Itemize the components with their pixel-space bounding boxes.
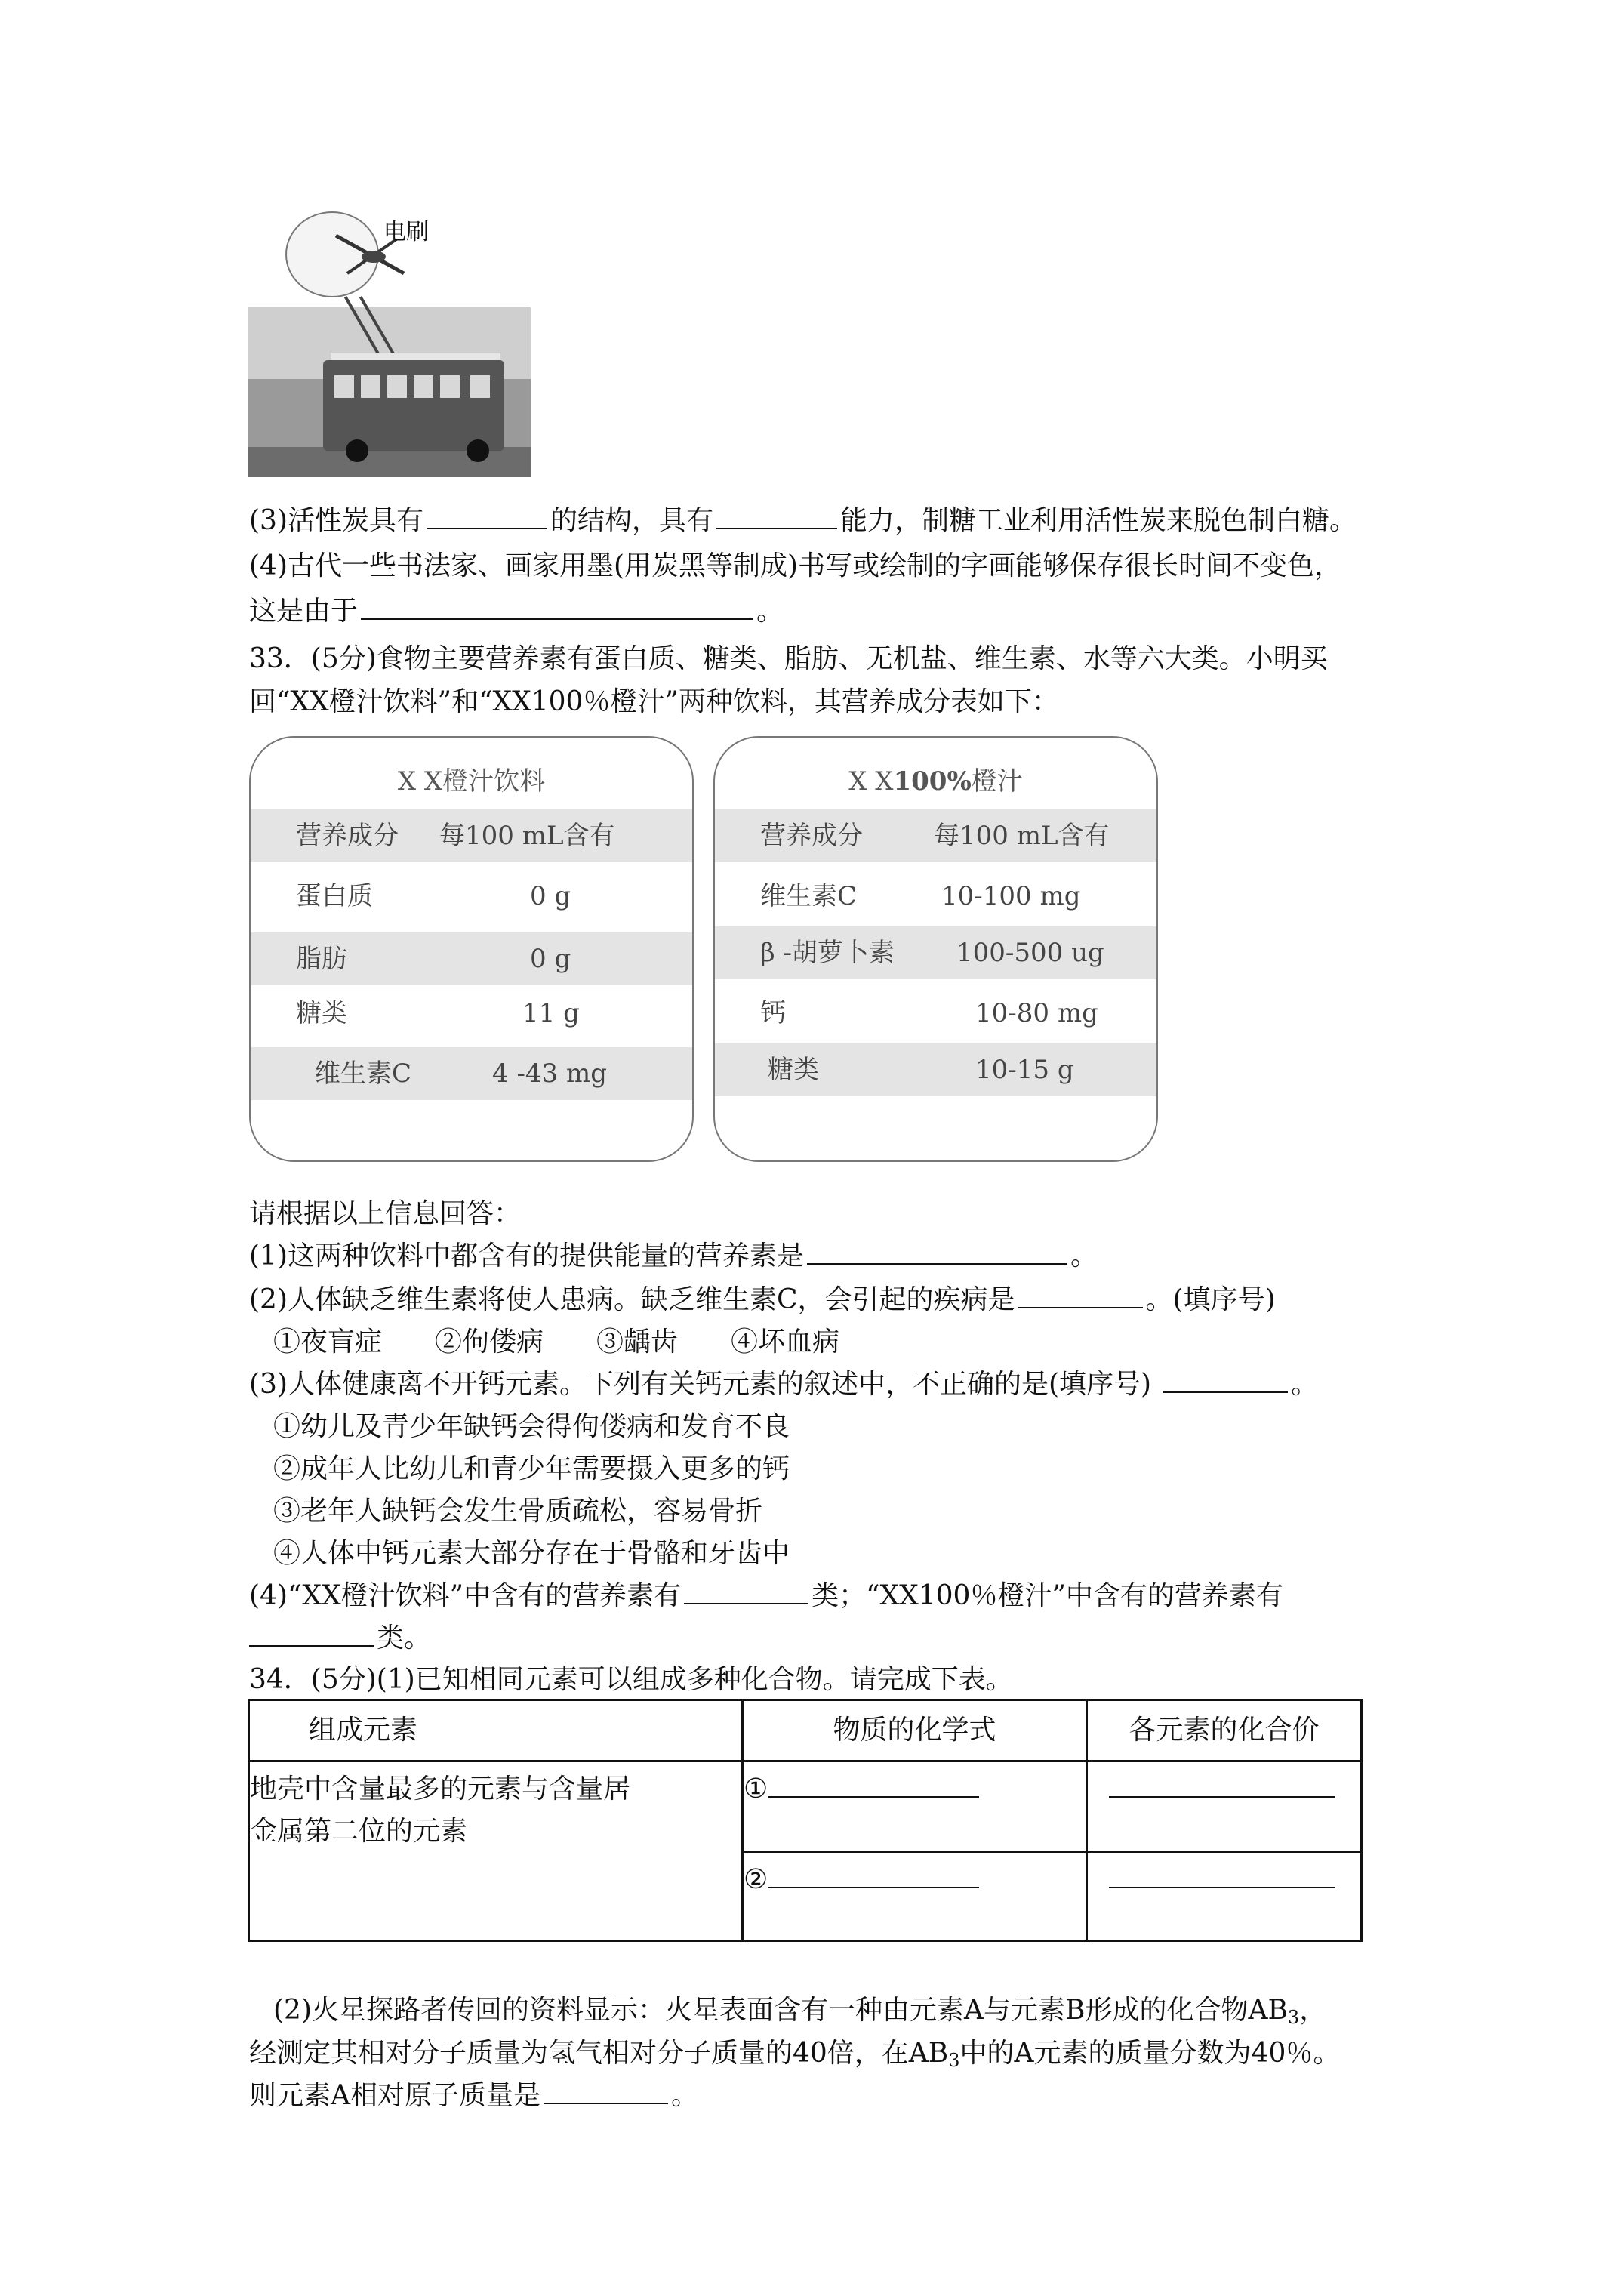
answer-blank[interactable] bbox=[249, 1623, 374, 1647]
bus-wheel bbox=[467, 439, 489, 462]
bus-wheel bbox=[346, 439, 368, 462]
brush-label: 电刷 bbox=[383, 219, 429, 245]
q34-part2-line3: 则元素A相对原子质量是 。 bbox=[249, 2080, 699, 2111]
formula-cell: ② bbox=[743, 1852, 1087, 1941]
q32-part4-line2: 这是由于 。 bbox=[249, 596, 784, 627]
q34-part2-line2: 经测定其相对分子质量为氢气相对分子质量的40倍，在$AB_3$中的A元素的质量分数为40％。 bbox=[249, 2038, 1341, 2071]
bus-window bbox=[361, 375, 380, 398]
answer-blank[interactable] bbox=[544, 2080, 668, 2104]
bus-body bbox=[323, 360, 504, 451]
compound-table bbox=[248, 1699, 1363, 1942]
card-row: 蛋白质 0 g bbox=[296, 881, 571, 911]
card-row: 糖类 11 g bbox=[296, 998, 580, 1028]
valence-cell bbox=[1087, 1852, 1362, 1941]
q32-part4-line1: (4)古代一些书法家、画家用墨(用炭黑等制成)书写或绘制的字画能够保存很长时间不变色， bbox=[249, 550, 1342, 581]
zoom-circle bbox=[285, 211, 379, 297]
trolleybus-figure bbox=[248, 211, 534, 479]
option: ①夜盲症 bbox=[273, 1327, 383, 1358]
bus-photo bbox=[248, 307, 531, 477]
nutrition-card-drink bbox=[249, 736, 694, 1162]
q33-part3: (3)人体健康离不开钙元素。下列有关钙元素的叙述中，不正确的是(填序号) 。 bbox=[249, 1369, 1319, 1400]
q33-part2: (2)人体缺乏维生素将使人患病。缺乏维生素C，会引起的疾病是 。(填序号) bbox=[249, 1284, 1276, 1315]
table-header: 组成元素 bbox=[249, 1700, 743, 1761]
card-header-row: 营养成分 每100 mL含有 bbox=[715, 809, 1156, 862]
table-header: 各元素的化合价 bbox=[1087, 1700, 1362, 1761]
table-header-row bbox=[249, 1700, 1362, 1761]
answer-blank[interactable] bbox=[427, 505, 547, 529]
valence-cell bbox=[1087, 1761, 1362, 1852]
answer-blank[interactable] bbox=[1109, 1863, 1335, 1888]
answer-blank[interactable] bbox=[1018, 1284, 1143, 1308]
q33-part3-option: ③老年人缺钙会发生骨质疏松，容易骨折 bbox=[273, 1496, 763, 1527]
q33-intro-line1: 33．(5分)食物主要营养素有蛋白质、糖类、脂肪、无机盐、维生素、水等六大类。小明买 bbox=[249, 643, 1328, 674]
option: ④坏血病 bbox=[731, 1327, 840, 1358]
answer-blank[interactable] bbox=[1163, 1369, 1288, 1393]
bus-window bbox=[414, 375, 433, 398]
q33-ask: 请根据以上信息回答： bbox=[249, 1198, 522, 1229]
card-row: 维生素C 10-100 mg bbox=[760, 881, 1081, 911]
table-row bbox=[249, 1761, 1362, 1852]
nutrition-card-juice bbox=[713, 736, 1158, 1162]
q33-part1: (1)这两种饮料中都含有的提供能量的营养素是 。 bbox=[249, 1240, 1098, 1271]
card-row: 维生素C 4 -43 mg bbox=[251, 1047, 692, 1100]
answer-blank[interactable] bbox=[361, 596, 753, 620]
card-row: 糖类 10-15 g bbox=[715, 1043, 1156, 1096]
bus-window bbox=[440, 375, 460, 398]
q34-part2-line1: (2)火星探路者传回的资料显示：火星表面含有一种由元素A与元素B形成的化合物$AB_3$， bbox=[273, 1995, 1327, 2028]
answer-blank[interactable] bbox=[768, 1863, 979, 1888]
card-row: β -胡萝卜素 100-500 ug bbox=[715, 926, 1156, 979]
bus-window bbox=[334, 375, 354, 398]
card-row: 钙 10-80 mg bbox=[760, 998, 1098, 1028]
option: ②佝偻病 bbox=[435, 1327, 544, 1358]
q33-part4-line2: 类。 bbox=[249, 1617, 431, 1660]
answer-blank[interactable] bbox=[684, 1580, 808, 1604]
answer-blank[interactable] bbox=[716, 505, 837, 529]
formula-cell: ① bbox=[743, 1761, 1087, 1852]
answer-blank[interactable] bbox=[1109, 1772, 1335, 1798]
option: ③龋齿 bbox=[596, 1327, 679, 1358]
q34-intro: 34．(5分)(1)已知相同元素可以组成多种化合物。请完成下表。 bbox=[249, 1664, 1013, 1695]
card-title: X X橙汁饮料 bbox=[397, 766, 546, 797]
bus-window bbox=[387, 375, 407, 398]
element-description-cell: 地壳中含量最多的元素与含量居 金属第二位的元素 bbox=[249, 1761, 743, 1941]
q33-part3-option: ②成年人比幼儿和青少年需要摄入更多的钙 bbox=[273, 1453, 790, 1484]
q33-intro-line2: 回“XX橙汁饮料”和“XX100％橙汁”两种饮料，其营养成分表如下： bbox=[249, 686, 1059, 717]
table-header: 物质的化学式 bbox=[743, 1700, 1087, 1761]
q33-part2-options bbox=[273, 1321, 839, 1364]
card-row: 脂肪 0 g bbox=[251, 932, 692, 985]
answer-blank[interactable] bbox=[807, 1240, 1067, 1265]
card-title: X X100%橙汁 bbox=[848, 766, 1023, 797]
q33-part4-line1: (4)“XX橙汁饮料”中含有的营养素有 类；“XX100％橙汁”中含有的营养素有 bbox=[249, 1580, 1283, 1611]
q33-part3-option: ①幼儿及青少年缺钙会得佝偻病和发育不良 bbox=[273, 1411, 790, 1442]
bus-window bbox=[470, 375, 490, 398]
q32-part3: (3)活性炭具有 的结构，具有 能力，制糖工业利用活性炭来脱色制白糖。 bbox=[249, 505, 1357, 536]
q33-part3-option: ④人体中钙元素大部分存在于骨骼和牙齿中 bbox=[273, 1538, 790, 1569]
answer-blank[interactable] bbox=[768, 1772, 979, 1798]
card-header-row: 营养成分 每100 mL含有 bbox=[251, 809, 692, 862]
